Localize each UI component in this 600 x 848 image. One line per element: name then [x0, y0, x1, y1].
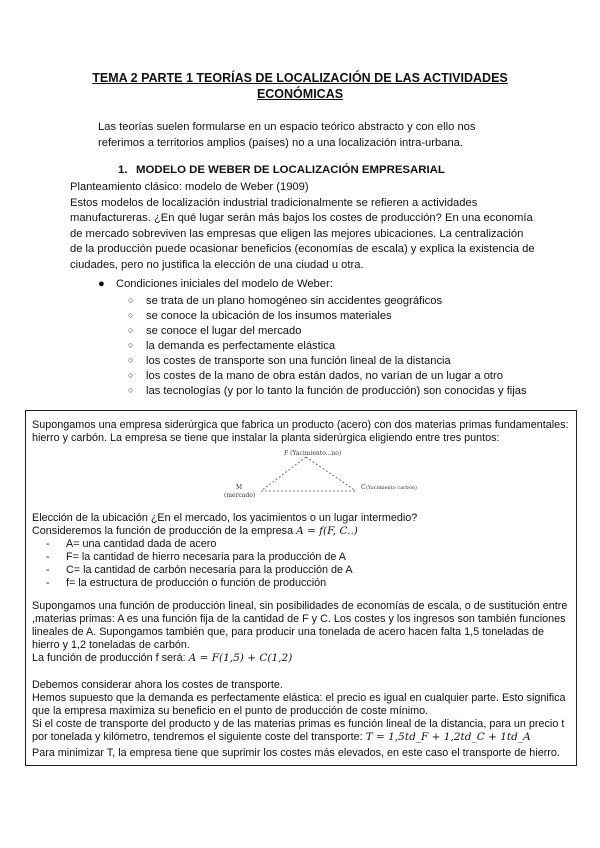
conditions-label: Condiciones iniciales del modelo de Weber:	[116, 278, 333, 290]
section-subheading: Planteamiento clásico: modelo de Weber (1909)	[70, 181, 309, 193]
list-item: ○ se conoce la ubicación de los insumos materiales	[128, 309, 538, 324]
list-item: - C= la cantidad de carbón necesaria para la producción de A	[46, 564, 588, 577]
box-paragraph-5	[32, 652, 574, 665]
list-item: ○ los costes de transporte son una función lineal de la distancia	[128, 354, 538, 369]
box-paragraph-6: Debemos considerar ahora los costes de transporte.	[32, 679, 283, 691]
triangle-diagram	[216, 449, 417, 509]
box-paragraph-3	[32, 525, 574, 538]
intro-paragraph: Las teorías suelen formularse en un espacio teórico abstracto y con ello nos referimos a territorios amplios (países) no a una localización intra-urbana.	[98, 121, 476, 149]
conditions-sublist	[98, 294, 538, 399]
linear-function-formula: A = F(1,5) + C(1,2)	[188, 652, 293, 664]
list-item: - A= una cantidad dada de acero	[46, 538, 588, 551]
box-paragraph-8	[32, 718, 574, 744]
list-item: - f= la estructura de producción o función de producción	[46, 577, 588, 590]
diagram-label-left: (mercado)	[224, 492, 256, 499]
transport-cost-formula: T = 1,5td_F + 1,2td_C + 1td_A	[365, 731, 531, 743]
list-item: ○ los costes de la mano de obra están dados, no varían de un lugar a otro	[128, 369, 538, 384]
bullet-icon: ●	[98, 278, 105, 290]
production-function-formula: A = f(F, C..)	[296, 525, 358, 537]
section-body	[70, 180, 535, 273]
diagram-label-right-letter: C	[361, 484, 366, 491]
section-title: MODELO DE WEBER DE LOCALIZACIÓN EMPRESARIAL	[136, 164, 445, 176]
section-heading	[118, 164, 445, 176]
list-item: ○ la demanda es perfectamente elástica	[128, 339, 538, 354]
box-paragraph-2: Elección de la ubicación ¿En el mercado, los yacimientos o un lugar intermedio?	[32, 512, 418, 524]
production-function-text: Consideremos la función de producción de la empresa	[32, 525, 294, 537]
example-box	[25, 410, 577, 766]
section-paragraph: Estos modelos de localización industrial tradicionalmente se refieren a actividades manufactureras. ¿En qué lugar serán más bajos los costes de producción? En una economía de mercado sobreviven las empresas que eligen las mejores ubicaciones. La centralización de la producción puede ocasionar beneficios (economías de escala) y explica la existencia de ciudades, pero no justifica la elección de una ciudad u otra.	[70, 196, 535, 271]
diagram-label-top: F (Yacimiento...no)	[284, 450, 342, 457]
definitions-list	[32, 538, 588, 590]
transport-cost-text: Si el coste de transporte del producto y de las materias primas es función lineal de la distancia, para un precio t por tonelada y kilómetro, tendremos el siguiente coste del transporte:	[32, 718, 565, 743]
list-item: - F= la cantidad de hierro necesaria para la producción de A	[46, 551, 588, 564]
conditions-list	[98, 277, 538, 399]
box-paragraph-9: Para minimizar T, la empresa tiene que suprimir los costes más elevados, en este caso el transporte de hierro.	[32, 747, 560, 759]
list-item: ○ se trata de un plano homogéneo sin accidentes geográficos	[128, 294, 538, 309]
list-item: ○ se conoce el lugar del mercado	[128, 324, 538, 339]
box-paragraph-7: Hemos supuesto que la demanda es perfectamente elástica: el precio es igual en cualquier parte. Esto significa que la empresa maximiza su beneficio en el punto de producción de coste mínimo.	[32, 692, 566, 717]
diagram-edge-fc	[306, 457, 356, 491]
page-title: TEMA 2 PARTE 1 TEORÍAS DE LOCALIZACIÓN DE LAS ACTIVIDADES ECONÓMICAS	[92, 71, 508, 101]
section-number: 1.	[118, 164, 128, 176]
diagram-label-right: (Yacimiento carbón)	[366, 485, 417, 491]
box-paragraph-4: Supongamos una función de producción lineal, sin posibilidades de economías de escala, o de sustitución entre ,materias primas: A es una función fija de la cantidad de F y C. Los costes y los ingresos son también funciones lineales de A. Supongamos también que, para producir una tonelada de acero hacen falta 1,5 toneladas de hierro y 1,2 toneladas de carbón.	[32, 600, 568, 651]
linear-function-text: La función de producción f será:	[32, 652, 186, 664]
conditions-label-row	[98, 277, 538, 292]
list-item: ○ las tecnologías (y por lo tanto la función de producción) son conocidas y fijas	[128, 384, 538, 399]
diagram-label-left-letter: M	[236, 484, 243, 491]
diagram-edge-fm	[261, 457, 306, 491]
box-paragraph-1: Supongamos una empresa siderúrgica que fabrica un producto (acero) con dos materias primas fundamentales: hierro y carbón. La empresa se tiene que instalar la planta siderúrgica eligiendo entre tres puntos:	[32, 419, 569, 444]
